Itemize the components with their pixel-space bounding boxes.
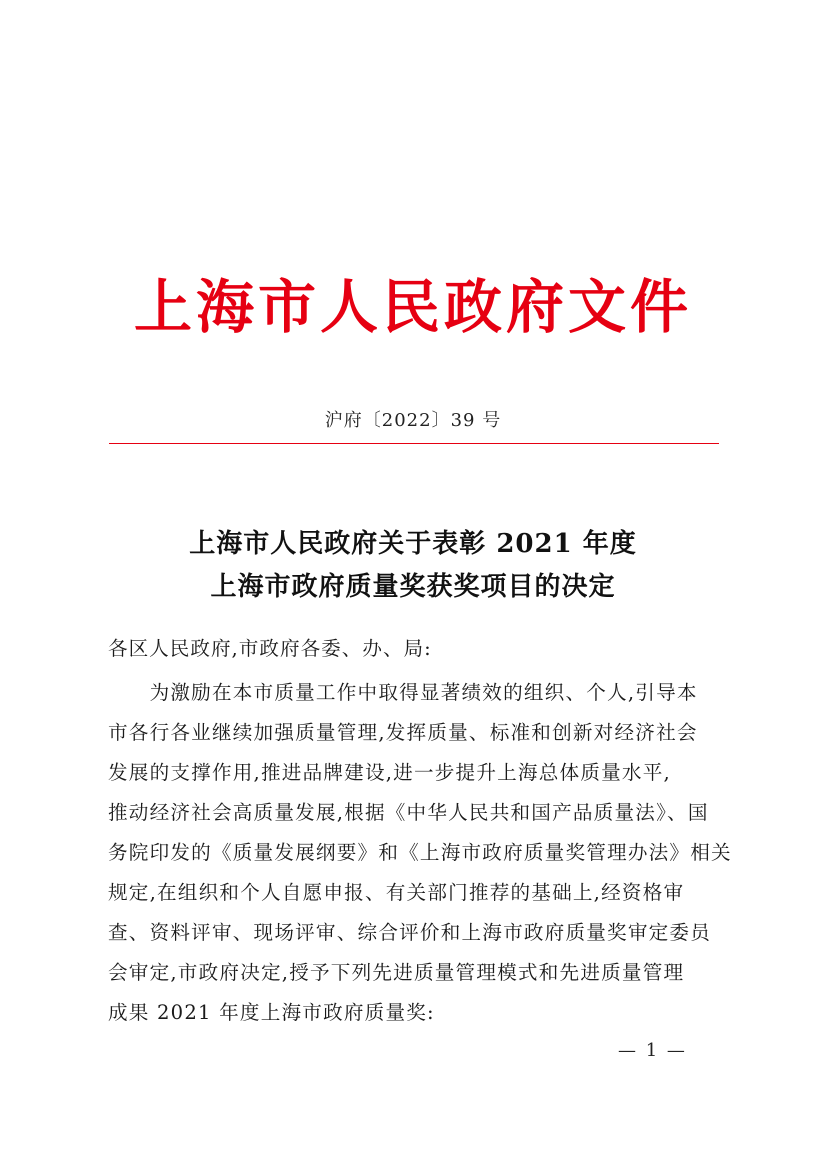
- page-number: — 1 —: [618, 1040, 687, 1061]
- salutation: 各区人民政府,市政府各委、办、局:: [108, 637, 432, 660]
- body-line-2: 市各行各业继续加强质量管理,发挥质量、标准和创新对经济社会: [108, 721, 698, 744]
- red-separator-line: [109, 443, 719, 444]
- body-line-9: 成果 2021 年度上海市政府质量奖:: [108, 1001, 435, 1024]
- body-line-5: 务院印发的《质量发展纲要》和《上海市政府质量奖管理办法》相关: [108, 841, 732, 864]
- document-masthead: 上海市人民政府文件: [133, 273, 692, 341]
- document-title-line-2: 上海市政府质量奖获奖项目的决定: [210, 572, 616, 602]
- body-line-3: 发展的支撑作用,推进品牌建设,进一步提升上海总体质量水平,: [108, 761, 671, 784]
- body-line-7: 查、资料评审、现场评审、综合评价和上海市政府质量奖审定委员: [108, 921, 712, 944]
- document-number: 沪府〔2022〕39 号: [324, 410, 502, 431]
- document-title-line-1: 上海市人民政府关于表彰 2021 年度: [189, 529, 637, 559]
- body-line-1: 为激励在本市质量工作中取得显著绩效的组织、个人,引导本: [108, 681, 698, 704]
- body-line-8: 会审定,市政府决定,授予下列先进质量管理模式和先进质量管理: [108, 961, 685, 984]
- body-line-6: 规定,在组织和个人自愿申报、有关部门推荐的基础上,经资格审: [108, 881, 685, 904]
- body-line-4: 推动经济社会高质量发展,根据《中华人民共和国产品质量法》、国: [108, 801, 709, 824]
